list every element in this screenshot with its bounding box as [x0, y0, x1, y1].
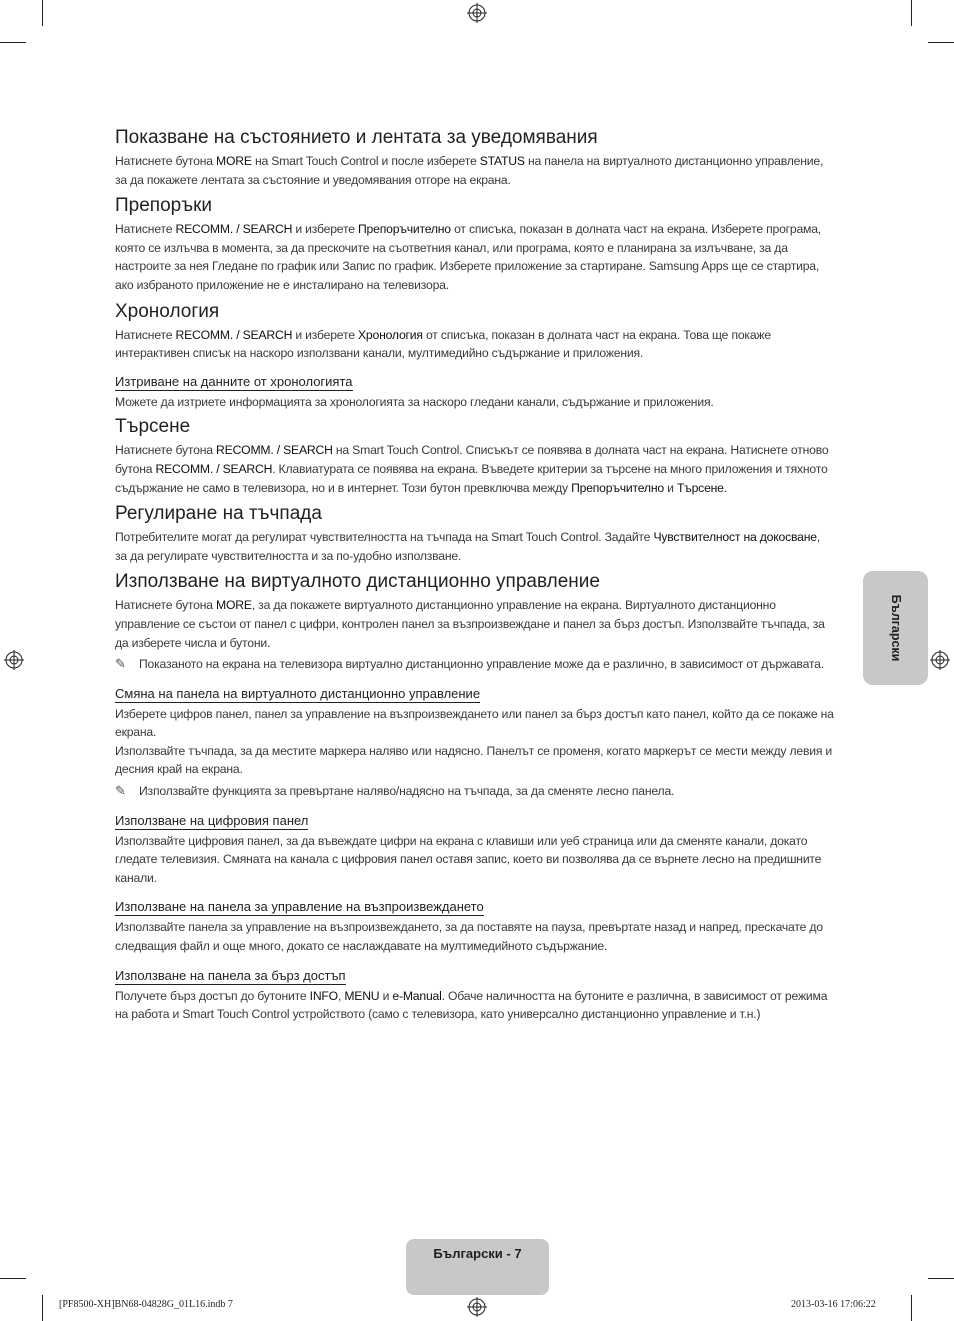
- manual-content: [115, 126, 835, 1024]
- subheading-playback-panel: Използване на панела за управление на възпроизвеждането: [115, 899, 484, 915]
- crop-mark: [0, 1278, 26, 1279]
- paragraph-delete-history: Можете да изтриете информацията за хронологията за наскоро гледани канали, съдържание и приложения.: [115, 394, 714, 409]
- menu-item-name: Чувствителност на докосване: [653, 530, 817, 545]
- note-change-panel: [115, 782, 835, 801]
- paragraph-change-panel-2: Използвайте тъчпада, за да местите маркера наляво или надясно. Панелът се променя, когато маркерът се мести между левия и десния край на екрана.: [115, 743, 833, 777]
- button-name: RECOMM. / SEARCH: [175, 327, 293, 342]
- text: от списъка, показан в долната част на екрана. Това ще покаже интерактивен списък на наскоро използвани канали, мултимедийно съдържание и приложения.: [115, 327, 771, 361]
- note-virtual-remote: [115, 655, 835, 674]
- note-text: Показаното на екрана на телевизора виртуално дистанционно управление може да е различно, в зависимост от държавата.: [139, 657, 824, 672]
- registration-mark-icon: [467, 1297, 487, 1317]
- note-text: Използвайте функцията за превъртане наляво/надясно на тъчпада, за да сменяте лесно панела.: [139, 784, 675, 799]
- crop-mark: [928, 1278, 954, 1279]
- heading-history: Хронология: [115, 300, 220, 322]
- menu-item-name: Препоръчително: [571, 480, 664, 495]
- paragraph-search: [115, 441, 835, 497]
- text: Натиснете: [115, 327, 176, 342]
- text: от списъка, показан в долната част на екрана. Изберете програма, която се излъчва в момента, за да прескочите на съответния канал, или програма, която е планирана за излъчване, за да настроите за нея Гледане по график или Запис по график. Изберете приложение за стартиране. Samsung Apps ще се стартира, ако избраното приложение не е инсталирано на телевизора.: [115, 222, 821, 292]
- crop-mark: [42, 0, 43, 26]
- subheading-change-panel: Смяна на панела на виртуалното дистанционно управление: [115, 685, 481, 701]
- text: , за да покажете виртуалното дистанционно управление на екрана. Виртуалното дистанционно управление се състои от панел с цифри, контролен панел за възпроизвеждане и панел за бърз достъп. Използвайте тъчпада, за да изберете числа и бутони.: [115, 598, 825, 650]
- registration-mark-icon: [467, 3, 487, 23]
- paragraph-history: [115, 326, 835, 363]
- crop-mark: [911, 0, 912, 26]
- button-name: INFO: [309, 988, 338, 1003]
- language-side-tab: [863, 571, 928, 685]
- button-name: MORE: [216, 154, 252, 168]
- menu-item-name: Търсене: [676, 480, 724, 495]
- page-number-label: Български - 7: [433, 1246, 522, 1261]
- text: Натиснете бутона: [115, 443, 217, 458]
- button-name: RECOMM. / SEARCH: [175, 222, 293, 237]
- text: Потребителите могат да регулират чувствителността на тъчпада на Smart Touch Control. Задайте: [115, 530, 654, 545]
- paragraph-status: [115, 152, 835, 189]
- text: , за да регулирате чувствителността и за по-удобно използване.: [115, 530, 820, 563]
- registration-mark-icon: [4, 650, 24, 670]
- text: Натиснете: [115, 222, 176, 237]
- button-name: e-Manual: [392, 988, 442, 1003]
- menu-item-name: Хронология: [358, 327, 423, 342]
- button-name: MENU: [344, 988, 380, 1003]
- footer-file-info: [PF8500-XH]BN68-04828G_01L16.indb 7: [59, 1299, 233, 1310]
- button-name: RECOMM. / SEARCH: [216, 443, 333, 458]
- paragraph-virtual-remote: [115, 596, 835, 652]
- subheading-quick-panel: Използване на панела за бърз достъп: [115, 967, 346, 983]
- paragraph-numeric-panel: Използвайте цифровия панел, за да въвеждате цифри на екрана с клавиши или уеб страница или да сменяте канали, докато гледате телевизия. Смяната на канала с цифровия панел оставя запис, което ви позволява да се върнете лесно на предишните канали.: [115, 833, 822, 885]
- text: ,: [337, 988, 345, 1003]
- crop-mark: [911, 1295, 912, 1321]
- text: .: [723, 480, 727, 495]
- text: Натиснете бутона: [115, 154, 217, 168]
- text: на Smart Touch Control и после изберете: [251, 154, 480, 168]
- paragraph-playback-panel: Използвайте панела за управление на възпроизвеждането, за да поставяте на пауза, превъртате назад и напред, прескачате до следващия файл и още много, докато се наслаждавате на мултимедийното съдържание.: [115, 920, 823, 954]
- menu-item-name: Препоръчително: [358, 222, 451, 237]
- heading-virtual-remote: Използване на виртуалното дистанционно управление: [115, 571, 600, 593]
- heading-recommend: Препоръки: [115, 195, 213, 217]
- text: . Клавиатурата се появява на екрана. Въведете критерии за търсене на много приложения и тяхното съдържание не само в телевизора, но и в интернет. Този бутон превключва между: [115, 461, 828, 495]
- crop-mark: [42, 1295, 43, 1321]
- crop-mark: [928, 42, 954, 43]
- footer-timestamp: 2013-03-16 17:06:22: [791, 1299, 876, 1310]
- text: . Обаче наличността на бутоните е различна, в зависимост от режима на работа и Smart Touch Control устройството (само с телевизора, като универсално дистанционно управление и т.н.): [115, 988, 828, 1022]
- crop-mark: [0, 42, 26, 43]
- text: Получете бърз достъп до бутоните: [115, 988, 310, 1003]
- text: и изберете: [292, 222, 358, 237]
- pencil-note-icon: ✎: [115, 783, 126, 799]
- heading-status: Показване на състоянието и лентата за уведомявания: [115, 127, 598, 148]
- paragraph-touchpad: [115, 528, 835, 565]
- paragraph-recommend: [115, 220, 835, 294]
- paragraph-change-panel-1: Изберете цифров панел, панел за управление на възпроизвеждането или панел за бърз достъп като панел, който да се покаже на екрана.: [115, 706, 834, 740]
- text: и изберете: [292, 327, 358, 342]
- text: и: [379, 988, 393, 1003]
- text: на панела на виртуалното дистанционно управление, за да покажете лентата за състояние и уведомявания отгоре на екрана.: [115, 154, 824, 187]
- paragraph-quick-panel: [115, 987, 835, 1024]
- subheading-delete-history: Изтриване на данните от хронологията: [115, 373, 353, 389]
- pencil-note-icon: ✎: [115, 656, 126, 672]
- registration-mark-icon: [930, 650, 950, 670]
- subheading-numeric-panel: Използване на цифровия панел: [115, 812, 309, 828]
- button-name: STATUS: [479, 154, 525, 168]
- text: Натиснете бутона: [115, 598, 217, 613]
- text: на Smart Touch Control. Списъкът се появява в долната част на екрана. Натиснете отново бутона: [115, 443, 829, 476]
- text: и: [663, 480, 677, 495]
- button-name: MORE: [216, 598, 252, 613]
- heading-touchpad: Регулиране на тъчпада: [115, 503, 322, 525]
- page-number-box: [406, 1239, 549, 1295]
- button-name: RECOMM. / SEARCH: [155, 461, 273, 476]
- language-side-tab-label: Български: [888, 594, 903, 662]
- heading-search: Търсене: [115, 416, 191, 438]
